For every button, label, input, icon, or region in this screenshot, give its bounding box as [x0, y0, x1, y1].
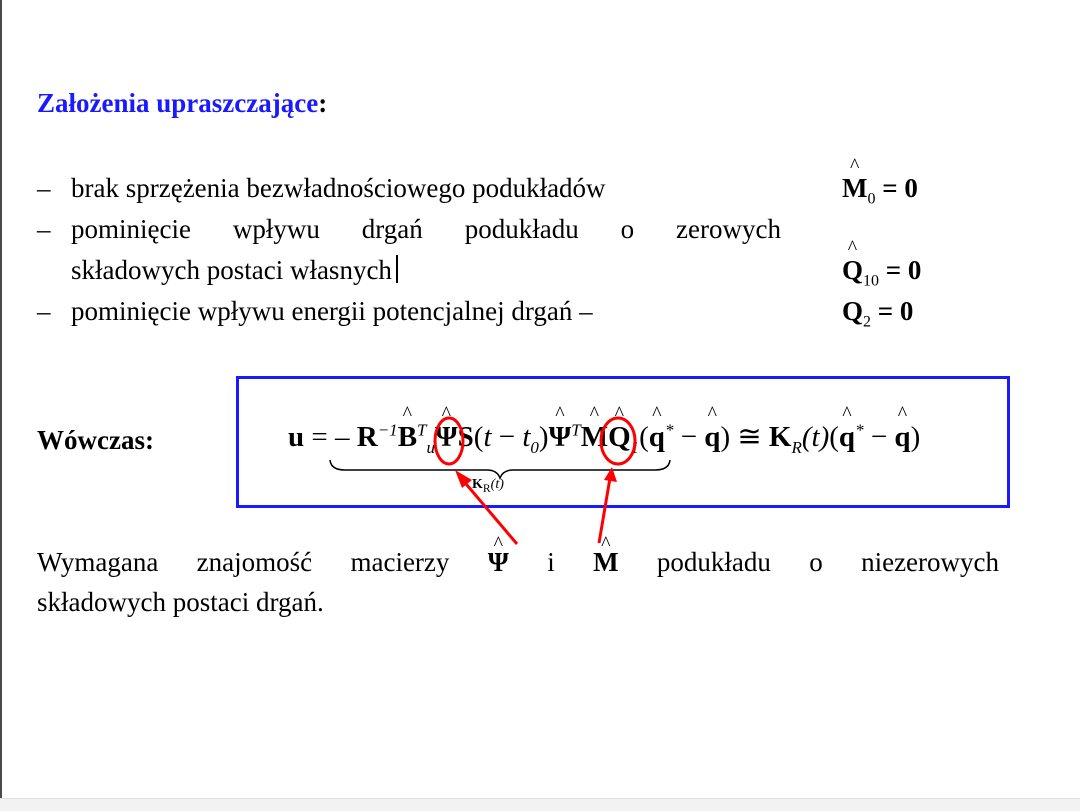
condition-rhs: = 0 — [871, 296, 914, 326]
formula-Q-sub: 1 — [630, 437, 640, 457]
highlight-psi-ellipse — [435, 418, 463, 464]
list-item-text: pominięcie wpływu drgań podukładu o zerowych — [71, 214, 781, 244]
formula-K-sub: R — [791, 437, 802, 457]
bullet-dash: – — [37, 296, 51, 326]
paragraph-psi: ^ Ψ — [488, 542, 509, 582]
formula-Q: ^ Q — [608, 421, 631, 454]
paragraph-line — [37, 542, 999, 582]
formula-B: ^ B — [398, 421, 417, 454]
list-item-text: pominięcie wpływu energii potencjalnej drgań – — [71, 296, 593, 326]
formula-u: u — [288, 421, 305, 453]
formula-approx: ≅ — [730, 421, 769, 453]
paragraph-m: ^ M — [593, 542, 618, 582]
formula-t0: t — [522, 421, 531, 453]
formula-q4: ^ q — [894, 421, 910, 454]
conclusion-paragraph — [37, 542, 999, 622]
paragraph-text: podukładu o niezerowych — [656, 547, 1000, 577]
formula-minus: − — [673, 421, 705, 453]
formula-q: ^ q — [649, 421, 665, 454]
formula-paren: ( — [473, 421, 484, 453]
formula-R: R — [356, 421, 378, 453]
formula-t0-sub: 0 — [530, 437, 539, 457]
condition-rhs: = 0 — [875, 173, 918, 203]
paragraph-line: składowych postaci drgań. — [37, 587, 324, 617]
hat-symbol: ^ Q — [842, 255, 863, 286]
bullet-dash: – — [37, 214, 51, 244]
formula-star: * — [664, 420, 674, 440]
formula-psi2: ^ Ψ — [549, 421, 572, 454]
formula-star: * — [855, 420, 864, 440]
list-item-text: składowych postaci własnych — [71, 255, 392, 285]
brace-label-K: K — [472, 477, 483, 492]
formula-eq: = – — [304, 421, 350, 453]
highlight-m-ellipse — [601, 418, 635, 464]
bullet-dash: – — [37, 173, 51, 203]
formula-B-sub: u — [426, 437, 435, 457]
formula-paren: ) — [538, 421, 549, 453]
title-colon: : — [318, 88, 328, 118]
brace-label-sub: R — [482, 481, 491, 495]
formula-q3: ^ q — [839, 421, 855, 454]
formula-paren: ( — [829, 421, 839, 453]
formula-K-arg: (t) — [801, 421, 830, 453]
list-item-text: brak sprzężenia bezwładnościowego podukładów — [71, 173, 606, 203]
brace-label-arg: (t) — [490, 477, 504, 492]
condition-symbol: Q — [842, 296, 864, 326]
condition-sub: 10 — [863, 272, 880, 290]
formula-psi: ^ Ψ — [435, 421, 458, 454]
formula-S: S — [457, 421, 474, 453]
wowczas-label: Wówczas: — [37, 425, 154, 455]
condition-rhs: = 0 — [879, 255, 922, 285]
formula-B-sup: T — [417, 420, 427, 440]
formula-t: t — [483, 421, 492, 453]
formula-paren: ) — [720, 421, 731, 453]
condition-sub: 2 — [863, 313, 872, 331]
formula-minus: − — [491, 421, 523, 453]
paragraph-i: i — [547, 547, 555, 577]
formula-K: K — [768, 421, 792, 453]
formula-paren: ) — [910, 421, 921, 453]
arrowhead-psi — [455, 470, 472, 488]
title-text: Założenia upraszczające — [37, 88, 319, 118]
formula-q2: ^ q — [704, 421, 720, 454]
formula-minus: − — [863, 421, 895, 453]
formula-R-sup: −1 — [377, 420, 398, 440]
condition-sub: 0 — [867, 190, 876, 208]
formula-paren: ( — [639, 421, 649, 453]
formula-M: ^ M — [581, 421, 608, 454]
formula-psi2-sup: T — [571, 420, 581, 440]
brace-label — [472, 477, 504, 495]
paragraph-text: Wymagana znajomość macierzy — [37, 547, 450, 577]
hat-symbol: ^ M — [842, 173, 867, 204]
